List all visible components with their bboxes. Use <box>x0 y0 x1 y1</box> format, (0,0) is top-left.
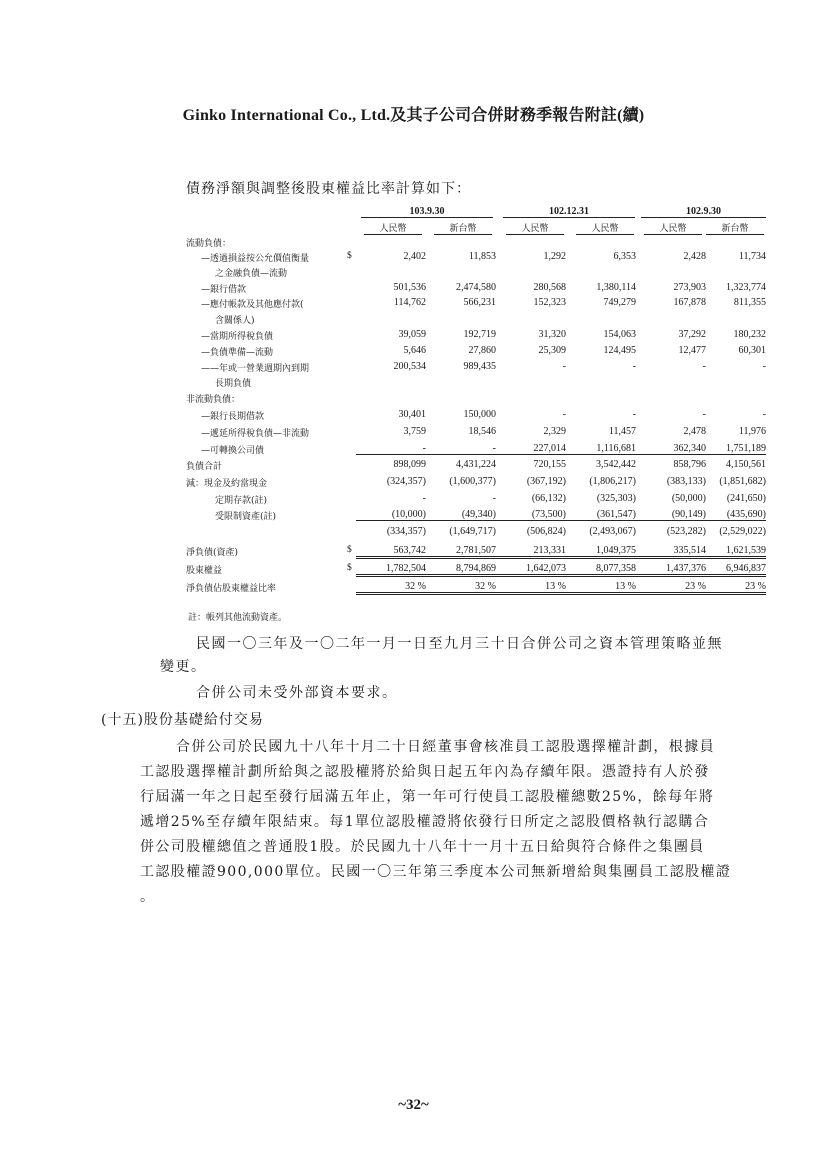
table-cell: 1,621,539 <box>696 545 766 559</box>
row-label: ——年或一營業週期內到期 <box>201 364 310 374</box>
table-cell: - <box>422 493 426 504</box>
table-cell: 60,301 <box>738 345 766 356</box>
row-label: —負債準備—流動 <box>201 348 274 358</box>
currency-symbol: $ <box>347 563 352 573</box>
table-row <box>186 545 766 559</box>
currency-header: 新台幣 <box>706 221 764 235</box>
table-cell: 37,292 <box>678 329 706 340</box>
body-line: 行屆滿一年之日起至發行屆滿五年止，第一年可行使員工認股權總數25%，餘每年將 <box>140 789 715 805</box>
table-row <box>186 426 766 440</box>
table-row <box>186 563 766 577</box>
table-row <box>186 392 766 406</box>
table-cell: 192,719 <box>463 329 496 340</box>
table-row <box>186 329 766 343</box>
table-cell: (324,357) <box>386 476 426 487</box>
paragraph-capital-strategy: 民國一〇三年及一〇二年一月一日至九月三十日合併公司之資本管理策略並無 <box>196 636 723 652</box>
table-cell: 4,150,561 <box>726 459 766 470</box>
table-cell: (435,690) <box>696 509 766 521</box>
table-cell: 1,782,504 <box>356 563 426 577</box>
table-cell: 23 % <box>636 581 706 595</box>
table-cell: 2,478 <box>683 426 706 437</box>
table-cell: 335,514 <box>636 545 706 559</box>
table-row <box>186 443 766 457</box>
table-row <box>186 476 766 490</box>
table-cell: 18,546 <box>468 426 496 437</box>
table-cell: (66,132) <box>531 493 566 504</box>
row-label: 減：現金及約當現金 <box>186 479 268 489</box>
table-cell: - <box>632 361 636 372</box>
table-row <box>186 313 766 327</box>
period-header: 103.9.30 <box>361 206 493 218</box>
row-label: —可轉換公司債 <box>201 446 265 456</box>
table-cell: - <box>702 361 706 372</box>
table-cell: 1,751,189 <box>696 443 766 455</box>
table-cell: 1,292 <box>543 251 566 262</box>
table-row <box>186 581 766 595</box>
table-cell: 180,232 <box>733 329 766 340</box>
table-cell: (523,282) <box>666 526 706 537</box>
currency-symbol: $ <box>347 545 352 555</box>
table-cell: 11,853 <box>468 251 496 262</box>
table-cell: 31,320 <box>538 329 566 340</box>
table-cell: 1,380,114 <box>596 282 636 293</box>
body-line: 。 <box>140 889 156 905</box>
table-cell: 39,059 <box>398 329 426 340</box>
table-cell: 227,014 <box>496 443 566 455</box>
currency-header: 人民幣 <box>644 221 702 235</box>
row-label: —遞延所得稅負債—非流動 <box>201 429 310 439</box>
table-cell: 13 % <box>566 581 636 595</box>
table-cell: 273,903 <box>673 282 706 293</box>
table-cell: 989,435 <box>463 361 496 372</box>
table-row <box>186 345 766 359</box>
table-cell: (506,824) <box>526 526 566 537</box>
table-cell: 6,946,837 <box>696 563 766 577</box>
table-cell: 5,646 <box>403 345 426 356</box>
table-cell: 1,642,073 <box>496 563 566 577</box>
body-line: 遞增25%至存續年限結束。每1單位認股權證將依發行日所定之認股價格執行認購合 <box>140 814 710 830</box>
table-row <box>186 361 766 375</box>
table-cell: 11,457 <box>608 426 636 437</box>
currency-header: 人民幣 <box>576 221 634 235</box>
table-cell: 167,878 <box>673 297 706 308</box>
table-cell: 23 % <box>696 581 766 595</box>
table-cell: (1,851,682) <box>719 476 766 487</box>
row-label: 負債合計 <box>186 462 223 472</box>
row-label: 非流動負債： <box>186 395 241 405</box>
table-cell: 2,329 <box>543 426 566 437</box>
body-line: 併公司股權總值之普通股1股。於民國九十八年十一月十五日給與符合條件之集團員 <box>140 839 705 855</box>
table-row <box>186 409 766 423</box>
section-title: (十五)股份基礎給付交易 <box>101 712 264 728</box>
table-cell: - <box>632 409 636 420</box>
table-cell: (2,493,067) <box>589 526 636 537</box>
row-label: 之金融負債—流動 <box>215 269 288 279</box>
currency-header: 人民幣 <box>506 221 564 235</box>
table-row <box>186 236 766 250</box>
table-cell: (2,529,022) <box>719 526 766 537</box>
body-line: 工認股選擇權計劃所給與之認股權將於給與日起五年內為存續年限。憑證持有人於發 <box>140 764 710 780</box>
table-cell: - <box>426 443 496 455</box>
table-cell: 1,323,774 <box>726 282 766 293</box>
table-cell: 1,116,681 <box>566 443 636 455</box>
table-cell: (90,149) <box>636 509 706 521</box>
row-label: —銀行借款 <box>201 285 247 295</box>
table-cell: 858,796 <box>673 459 706 470</box>
table-cell: 32 % <box>426 581 496 595</box>
row-label: —應付帳款及其他應付款( <box>201 300 304 310</box>
table-cell: 8,794,869 <box>426 563 496 577</box>
period-header: 102.9.30 <box>641 206 766 218</box>
table-cell: 152,323 <box>533 297 566 308</box>
table-cell: (1,806,217) <box>589 476 636 487</box>
row-label: 流動負債： <box>186 239 232 249</box>
table-cell: 213,331 <box>496 545 566 559</box>
table-row <box>186 509 766 523</box>
document-header: Ginko International Co., Ltd.及其子公司合併財務季報告附註(續) <box>182 107 645 124</box>
table-footnote: 註：帳列其他流動資產。 <box>188 613 288 623</box>
table-cell: 1,437,376 <box>636 563 706 577</box>
table-row <box>186 459 766 473</box>
table-cell: (50,000) <box>671 493 706 504</box>
row-label: 含關係人) <box>215 316 255 326</box>
table-cell: 362,340 <box>636 443 706 455</box>
table-cell: (49,340) <box>426 509 496 521</box>
table-cell: 27,860 <box>468 345 496 356</box>
paragraph-capital-strategy-cont: 變更。 <box>160 659 207 675</box>
table-cell: - <box>562 409 566 420</box>
table-cell: 2,402 <box>403 251 426 262</box>
table-row <box>186 297 766 311</box>
table-cell: 8,077,358 <box>566 563 636 577</box>
table-cell: 749,279 <box>603 297 636 308</box>
table-cell: 4,431,224 <box>456 459 496 470</box>
table-cell: 6,353 <box>613 251 636 262</box>
table-cell: - <box>702 409 706 420</box>
row-label: 受限制資產(註) <box>215 512 277 522</box>
table-cell: (1,600,377) <box>449 476 496 487</box>
row-label: 淨負債(資產) <box>186 548 239 558</box>
table-cell: 2,474,580 <box>456 282 496 293</box>
table-row <box>186 526 766 540</box>
table-cell: 11,734 <box>738 251 766 262</box>
table-cell: 30,401 <box>398 409 426 420</box>
row-label: —透過損益按公允價值衡量 <box>201 254 310 264</box>
table-row <box>186 493 766 507</box>
table-row <box>186 376 766 390</box>
table-cell: 280,568 <box>533 282 566 293</box>
table-cell: (241,650) <box>726 493 766 504</box>
body-line: 工認股權證900,000單位。民國一〇三年第三季度本公司無新增給與集團員工認股權證 <box>140 864 732 880</box>
table-cell: 11,976 <box>738 426 766 437</box>
table-cell: 566,231 <box>463 297 496 308</box>
table-cell: - <box>762 361 766 372</box>
table-cell: 154,063 <box>603 329 636 340</box>
table-cell: (325,303) <box>596 493 636 504</box>
table-cell: 2,428 <box>683 251 706 262</box>
table-cell: 811,355 <box>733 297 766 308</box>
row-label: —銀行長期借款 <box>201 412 265 422</box>
table-cell: 720,155 <box>533 459 566 470</box>
table-cell: 32 % <box>356 581 426 595</box>
table-cell: 501,536 <box>393 282 426 293</box>
row-label: —當期所得稅負債 <box>201 332 274 342</box>
table-cell: (334,357) <box>386 526 426 537</box>
table-cell: 3,542,442 <box>596 459 636 470</box>
table-cell: (367,192) <box>526 476 566 487</box>
period-header: 102.12.31 <box>503 206 635 218</box>
table-cell: (1,649,717) <box>449 526 496 537</box>
table-cell: 898,099 <box>393 459 426 470</box>
table-cell: 563,742 <box>356 545 426 559</box>
table-cell: 13 % <box>496 581 566 595</box>
currency-symbol: $ <box>347 251 352 261</box>
table-cell: - <box>762 409 766 420</box>
table-cell: 150,000 <box>463 409 496 420</box>
table-cell: - <box>492 493 496 504</box>
table-cell: - <box>356 443 426 455</box>
row-label: 股東權益 <box>186 566 223 576</box>
table-row <box>186 282 766 296</box>
table-cell: 124,495 <box>603 345 636 356</box>
table-cell: 2,781,507 <box>426 545 496 559</box>
row-label: 淨負債佔股東權益比率 <box>186 584 277 594</box>
paragraph-external-capital: 合併公司未受外部資本要求。 <box>196 685 398 701</box>
page-number: ~32~ <box>398 1097 429 1113</box>
body-line: 合併公司於民國九十八年十月二十日經董事會核准員工認股選擇權計劃，根據員 <box>176 739 715 755</box>
table-cell: (10,000) <box>356 509 426 521</box>
table-cell: (383,133) <box>666 476 706 487</box>
table-cell: 1,049,375 <box>566 545 636 559</box>
currency-header: 新台幣 <box>434 221 492 235</box>
row-label: 長期負債 <box>215 379 252 389</box>
table-cell: - <box>562 361 566 372</box>
table-cell: 25,309 <box>538 345 566 356</box>
table-cell: (361,547) <box>566 509 636 521</box>
table-cell: 3,759 <box>403 426 426 437</box>
currency-header: 人民幣 <box>364 221 422 235</box>
table-cell: 200,534 <box>393 361 426 372</box>
table-cell: 114,762 <box>393 297 426 308</box>
table-row <box>186 251 766 265</box>
row-label: 定期存款(註) <box>215 496 268 506</box>
table-cell: (73,500) <box>496 509 566 521</box>
table-row <box>186 266 766 280</box>
intro-text: 債務淨額與調整後股東權益比率計算如下： <box>186 181 471 197</box>
table-cell: 12,477 <box>678 345 706 356</box>
